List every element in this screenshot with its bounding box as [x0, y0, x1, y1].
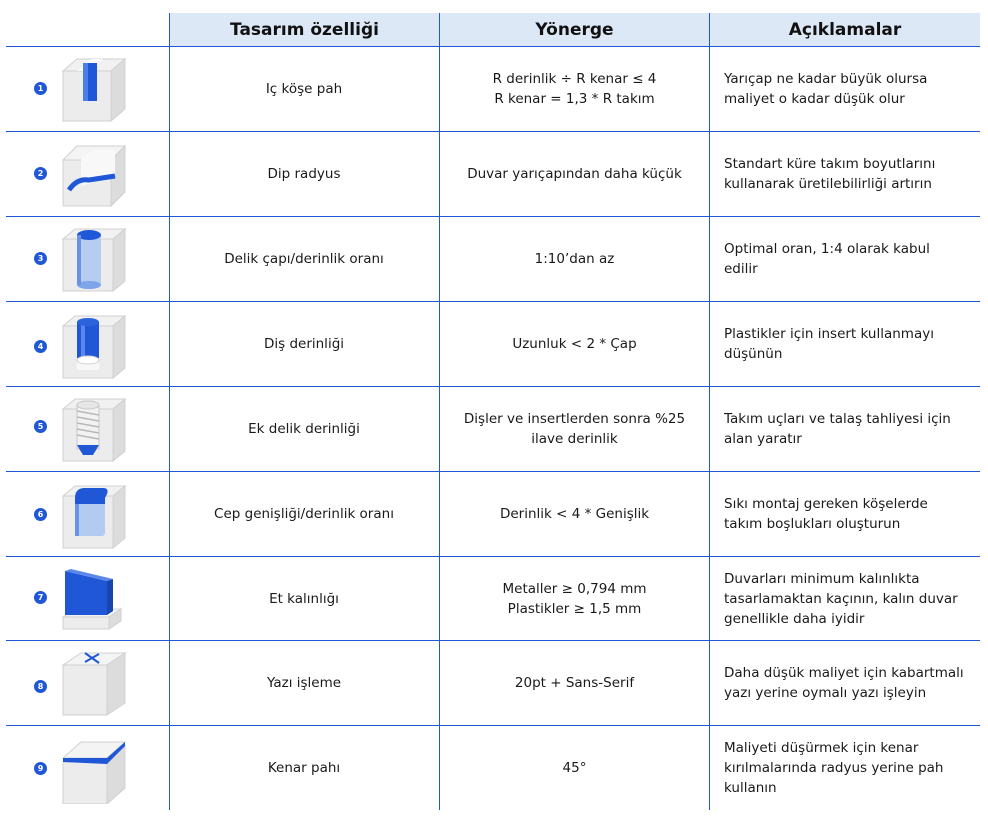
- edge-chamfer-icon: [55, 732, 127, 804]
- table-row: [0, 47, 988, 131]
- row-number-badge: 5: [34, 420, 47, 433]
- table-row: [0, 557, 988, 640]
- notes-text: Optimal oran, 1:4 olarak kabul edilir: [724, 241, 930, 277]
- notes-text: Duvarları minimum kalınlıkta tasarlamaktan kaçının, kalın duvar genellikle daha iyidir: [724, 570, 958, 627]
- row-number-badge: 2: [34, 167, 47, 180]
- guideline-cell: [440, 47, 709, 131]
- guideline-cell: [440, 472, 709, 556]
- notes-text: Standart küre takım boyutlarını kullanarak üretilebilirliği artırın: [724, 156, 936, 192]
- guideline-text: Duvar yarıçapından daha küçük: [467, 166, 682, 182]
- table-row: [0, 726, 988, 810]
- header-notes-label: Açıklamalar: [788, 19, 902, 40]
- header-guideline-label: Yönerge: [535, 19, 614, 40]
- feature-cell: [169, 217, 439, 301]
- feature-label: Diş derinliği: [263, 336, 345, 352]
- notes-cell: [724, 302, 980, 386]
- guideline-text: Derinlik < 4 * Genişlik: [499, 506, 650, 522]
- header-feature: [170, 13, 439, 46]
- pocket-ratio-icon: [55, 478, 127, 550]
- text-engraving-icon: [55, 645, 127, 717]
- feature-label: Et kalınlığı: [269, 590, 339, 607]
- hole-ratio-icon: [55, 221, 127, 293]
- feature-cell: [169, 472, 439, 556]
- notes-cell: [724, 641, 980, 725]
- notes-text: Yarıçap ne kadar büyük olursa maliyet o kadar düşük olur: [724, 71, 928, 107]
- guideline-text: 1:10’dan az: [534, 251, 615, 267]
- feature-cell: [169, 557, 439, 640]
- table-row: [0, 641, 988, 725]
- extra-hole-depth-icon: [55, 391, 127, 463]
- guideline-cell: [440, 726, 709, 810]
- notes-cell: [724, 557, 980, 640]
- feature-cell: [169, 47, 439, 131]
- table-row: [0, 472, 988, 556]
- header-notes: [710, 13, 980, 46]
- notes-text: Takım uçları ve talaş tahliyesi için alan yaratır: [724, 411, 951, 447]
- row-number-badge: 3: [34, 252, 47, 265]
- feature-label: Yazı işleme: [266, 675, 342, 691]
- header-feature-label: Tasarım özelliği: [230, 19, 379, 40]
- guideline-text: Dişler ve insertlerden sonra %25 ilave derinlik: [463, 411, 686, 447]
- guideline-cell: [440, 557, 709, 640]
- table-row: [0, 387, 988, 471]
- notes-cell: [724, 217, 980, 301]
- feature-label: Dip radyus: [267, 166, 341, 182]
- table-row: [0, 217, 988, 301]
- guideline-text: 20pt + Sans-Serif: [514, 675, 635, 691]
- row-number-badge: 7: [34, 591, 47, 604]
- notes-text: Maliyeti düşürmek için kenar kırılmalarında radyus yerine pah kullanın: [724, 740, 944, 796]
- notes-cell: [724, 726, 980, 810]
- header-guideline: [440, 13, 709, 46]
- notes-cell: [724, 472, 980, 556]
- feature-label: Iç köşe pah: [265, 81, 343, 97]
- notes-cell: [724, 132, 980, 216]
- notes-text: Plastikler için insert kullanmayı düşünün: [724, 326, 934, 362]
- guideline-text: R derinlik ÷ R kenar ≤ 4 R kenar = 1,3 * R takım: [492, 71, 657, 107]
- row-number-badge: 6: [34, 508, 47, 521]
- notes-text: Daha düşük maliyet için kabartmalı yazı yerine oymalı yazı işleyin: [724, 665, 964, 701]
- feature-cell: [169, 641, 439, 725]
- wall-thickness-icon: [55, 563, 127, 635]
- feature-cell: [169, 387, 439, 471]
- row-number-badge: 1: [34, 82, 47, 95]
- notes-cell: [724, 387, 980, 471]
- guideline-cell: [440, 641, 709, 725]
- feature-cell: [169, 302, 439, 386]
- notes-text: Sıkı montaj gereken köşelerde takım boşlukları oluşturun: [724, 496, 928, 532]
- row-number-badge: 8: [34, 680, 47, 693]
- guideline-cell: [440, 387, 709, 471]
- feature-label: Ek delik derinliği: [248, 421, 360, 437]
- notes-cell: [724, 47, 980, 131]
- guideline-cell: [440, 217, 709, 301]
- thread-depth-icon: [55, 308, 127, 380]
- guideline-text: Uzunluk < 2 * Çap: [512, 336, 637, 352]
- inner-corner-fillet-icon: [55, 51, 127, 123]
- feature-label: Delik çapı/derinlik oranı: [224, 251, 384, 267]
- feature-label: Cep genişliği/derinlik oranı: [214, 506, 394, 522]
- feature-label: Kenar pahı: [267, 760, 341, 776]
- feature-cell: [169, 726, 439, 810]
- guideline-cell: [440, 132, 709, 216]
- table-row: [0, 132, 988, 216]
- guideline-text: 45°: [562, 760, 587, 776]
- row-number-badge: 9: [34, 762, 47, 775]
- guideline-text: Metaller ≥ 0,794 mm Plastikler ≥ 1,5 mm: [502, 580, 647, 617]
- floor-radius-icon: [55, 138, 127, 210]
- table-row: [0, 302, 988, 386]
- row-number-badge: 4: [34, 340, 47, 353]
- feature-cell: [169, 132, 439, 216]
- guideline-cell: [440, 302, 709, 386]
